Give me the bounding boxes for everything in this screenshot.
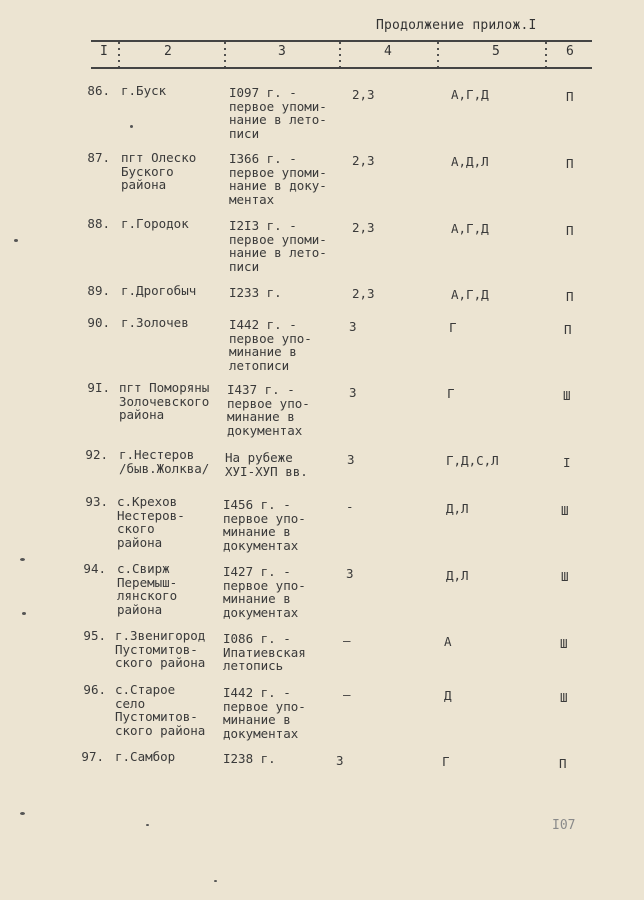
row-number: 86. bbox=[87, 83, 110, 98]
column-6-value: Ш bbox=[560, 636, 568, 651]
column-6-value: Ш bbox=[561, 569, 569, 584]
row-number: 96. bbox=[83, 682, 106, 697]
column-5-value: А,Г,Д bbox=[451, 287, 489, 302]
column-4-value: 2,3 bbox=[352, 220, 375, 235]
row-number: 97. bbox=[81, 749, 104, 764]
settlement-name: пгт Поморяны Золочевского района bbox=[119, 380, 210, 422]
column-6-value: П bbox=[566, 223, 574, 238]
column-6-value: Ш bbox=[561, 503, 569, 518]
row-number: 89. bbox=[87, 283, 110, 298]
column-6-value: П bbox=[564, 322, 572, 337]
settlement-name: г.Дрогобыч bbox=[121, 283, 197, 298]
column-4-value: 3 bbox=[347, 452, 355, 467]
row-number: 92. bbox=[85, 447, 108, 462]
page-number: I07 bbox=[552, 818, 576, 833]
date-of-mention: I2I3 г. - первое упоми- нание в лето- писи bbox=[229, 218, 327, 274]
date-of-mention: I233 г. bbox=[229, 285, 282, 300]
settlement-name: г.Самбор bbox=[115, 749, 176, 764]
settlement-name: г.Звенигород Пустомитов- ского района bbox=[115, 628, 206, 670]
row-number: 88. bbox=[87, 216, 110, 231]
column-4-value: 2,3 bbox=[352, 286, 375, 301]
column-4-value: — bbox=[343, 687, 351, 702]
settlement-name: с.Старое село Пустомитов- ского района bbox=[115, 682, 206, 738]
column-header-1: I bbox=[100, 44, 108, 59]
row-number: 94. bbox=[83, 561, 106, 576]
row-number: 93. bbox=[85, 494, 108, 509]
paper-speck bbox=[146, 824, 149, 826]
column-6-value: Ш bbox=[563, 388, 571, 403]
column-4-value: 3 bbox=[346, 566, 354, 581]
column-5-value: А,Д,Л bbox=[451, 154, 489, 169]
column-6-value: П bbox=[566, 89, 574, 104]
settlement-name: пгт Олеско Буского района bbox=[121, 150, 197, 192]
date-of-mention: I437 г. - первое упо- минание в документах bbox=[227, 382, 310, 438]
column-divider bbox=[118, 40, 120, 68]
column-5-value: Г,Д,С,Л bbox=[446, 453, 499, 468]
settlement-name: г.Городок bbox=[121, 216, 189, 231]
date-of-mention: I442 г. - первое упо- минание в летописи bbox=[229, 317, 312, 373]
date-of-mention: I238 г. bbox=[223, 751, 276, 766]
date-of-mention: I366 г. - первое упоми- нание в доку- ментах bbox=[229, 151, 327, 207]
date-of-mention: I097 г. - первое упоми- нание в лето- писи bbox=[229, 85, 327, 141]
column-5-value: Г bbox=[449, 320, 457, 335]
header-top-rule bbox=[91, 40, 592, 42]
column-4-value: — bbox=[343, 633, 351, 648]
paper-speck bbox=[130, 125, 133, 128]
column-header-5: 5 bbox=[492, 44, 500, 59]
paper-speck bbox=[20, 812, 25, 815]
column-6-value: П bbox=[566, 289, 574, 304]
row-number: 87. bbox=[87, 150, 110, 165]
date-of-mention: I456 г. - первое упо- минание в документах bbox=[223, 497, 306, 553]
column-divider bbox=[545, 40, 547, 68]
column-header-3: 3 bbox=[278, 44, 286, 59]
column-6-value: П bbox=[559, 756, 567, 771]
column-4-value: 2,3 bbox=[352, 87, 375, 102]
settlement-name: г.Золочев bbox=[121, 315, 189, 330]
column-4-value: - bbox=[346, 499, 354, 514]
header-bottom-rule bbox=[91, 67, 592, 69]
column-5-value: А,Г,Д bbox=[451, 87, 489, 102]
column-header-6: 6 bbox=[566, 44, 574, 59]
column-5-value: Д bbox=[444, 688, 452, 703]
settlement-name: с.Крехов Нестеров- ского района bbox=[117, 494, 185, 550]
column-4-value: 3 bbox=[336, 753, 344, 768]
date-of-mention: I427 г. - первое упо- минание в документах bbox=[223, 564, 306, 620]
row-number: 9I. bbox=[87, 380, 110, 395]
column-4-value: 2,3 bbox=[352, 153, 375, 168]
continuation-title: Продолжение прилож.I bbox=[376, 18, 537, 33]
paper-speck bbox=[214, 880, 217, 882]
column-5-value: Д,Л bbox=[446, 501, 469, 516]
date-of-mention: На рубеже ХУI-ХУП вв. bbox=[225, 450, 308, 479]
settlement-name: с.Свирж Перемыш- лянского района bbox=[117, 561, 178, 617]
column-6-value: П bbox=[566, 156, 574, 171]
row-number: 90. bbox=[87, 315, 110, 330]
row-number: 95. bbox=[83, 628, 106, 643]
date-of-mention: I442 г. - первое упо- минание в документах bbox=[223, 685, 306, 741]
column-4-value: 3 bbox=[349, 385, 357, 400]
column-4-value: 3 bbox=[349, 319, 357, 334]
settlement-name: г.Нестеров /быв.Жолква/ bbox=[119, 447, 210, 476]
column-divider bbox=[437, 40, 439, 68]
column-5-value: Г bbox=[442, 754, 450, 769]
paper-speck bbox=[20, 558, 25, 561]
settlement-name: г.Буск bbox=[121, 83, 167, 98]
column-header-2: 2 bbox=[164, 44, 172, 59]
column-6-value: I bbox=[563, 455, 571, 470]
column-5-value: А bbox=[444, 634, 452, 649]
column-divider bbox=[224, 40, 226, 68]
column-divider bbox=[339, 40, 341, 68]
column-5-value: А,Г,Д bbox=[451, 221, 489, 236]
paper-speck bbox=[14, 239, 18, 242]
column-5-value: Д,Л bbox=[446, 568, 469, 583]
column-6-value: Ш bbox=[560, 690, 568, 705]
paper-speck bbox=[22, 612, 26, 615]
column-header-4: 4 bbox=[384, 44, 392, 59]
column-5-value: Г bbox=[447, 386, 455, 401]
date-of-mention: I086 г. - Ипатиевская летопись bbox=[223, 631, 306, 673]
